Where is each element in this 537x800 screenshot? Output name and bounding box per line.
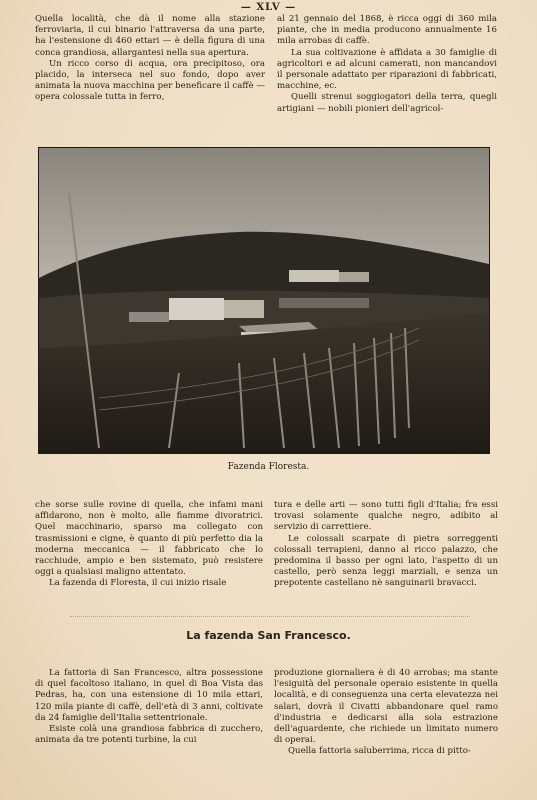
landscape-photo-illustration <box>39 148 489 453</box>
paragraph: Quella località, che dà il nome alla stazione ferroviaria, il cui binario l'attraversa da una parte, ha l'estensione di 460 ettari — è della figura di una conca grandiosa, allargantesi nella sua apertura. <box>35 14 265 58</box>
top-column-left <box>35 14 265 104</box>
paragraph: Quelli strenui soggiogatori della terra, quegli artigiani — nobili pionieri dell'agricol- <box>277 92 497 114</box>
section-divider <box>70 616 470 617</box>
top-column-right <box>277 14 497 115</box>
paragraph: Un ricco corso di acqua, ora precipitoso, ora placido, la interseca nel suo fondo, dopo aver animata la nuova macchina per beneficare il caffè — opera colossale tutta in ferro, <box>35 58 265 103</box>
paragraph: Le colossali scarpate di pietra sorreggenti colossali terrapieni, danno al ricco palazzo, che predomina il basso per ogni lato, l'aspetto di un castello, però senza leggi marziali, e senza un prepotente castellano nè sanguinarii bravacci. <box>274 533 498 589</box>
fazenda-photograph <box>38 147 490 454</box>
building <box>129 312 169 322</box>
building <box>289 270 339 282</box>
paragraph: Quella fattoria saluberrima, ricca di pitto- <box>288 746 471 757</box>
paragraph: La fazenda di Floresta, il cui inizio risale <box>49 578 227 589</box>
building <box>339 272 369 282</box>
paragraph: tura e delle arti — sono tutti figli d'Italia; fra essi trovasi solamente qualche negro, adibito al servizio di carrettiere. <box>274 500 498 533</box>
middle-column-left <box>35 500 263 590</box>
section-title: La fazenda San Francesco. <box>186 629 351 642</box>
page-number-text: XLV <box>256 2 281 13</box>
photo-caption: Fazenda Floresta. <box>227 462 310 472</box>
paragraph: La fattoria di San Francesco, altra possessione di quel facoltoso italiano, in quel di Boa Vista das Pedras, ha, con una estensione di 10 mila ettari, 120 mila piante di caffè, dell'età di 3 anni, coltivate da 24 famiglie dell'Italia settentrionale. <box>35 668 263 723</box>
building <box>169 298 224 320</box>
section-column-right <box>274 668 498 758</box>
building <box>224 300 264 318</box>
paragraph: che sorse sulle rovine di quella, che infami mani affidarono, non è molto, alle fiamme divoratrici. Quel macchinario, sparso ma collegato con trasmissioni e cigne, è quanto di più perfetto dia la moderna meccanica — il fabbricato che lo racchiude, ampio e ben sistemato, può resistere oggi a qualsiasi maligno attentato. <box>35 500 263 578</box>
middle-column-right <box>274 500 498 590</box>
section-column-left <box>35 668 263 746</box>
page-number: — XLV — <box>240 2 297 13</box>
paragraph: La sua coltivazione è affidata a 30 famiglie di agricoltori e ad alcuni camerati, non mancandovi il personale adattato per riparazioni di fabbricati, macchine, ec. <box>277 47 497 92</box>
paragraph: produzione giornaliera è di 40 arrobas; ma stante l'esiguità del personale operaio esistente in quella località, e di conseguenza una certa elevatezza nei salari, dovrà il Civatti abbandonare quel ramo d'industria e dedicarsi alla sola estrazione dell'aguardente, che richiede un limitato numero di operai. <box>274 668 498 746</box>
building <box>279 298 369 308</box>
paragraph: al 21 gennaio del 1868, è ricca oggi di 360 mila piante, che in media producono annualmente 16 mila arrobas di caffè. <box>277 14 497 47</box>
paragraph: Esiste colà una grandiosa fabbrica di zucchero, animata da tre potenti turbine, la cui <box>35 724 263 746</box>
